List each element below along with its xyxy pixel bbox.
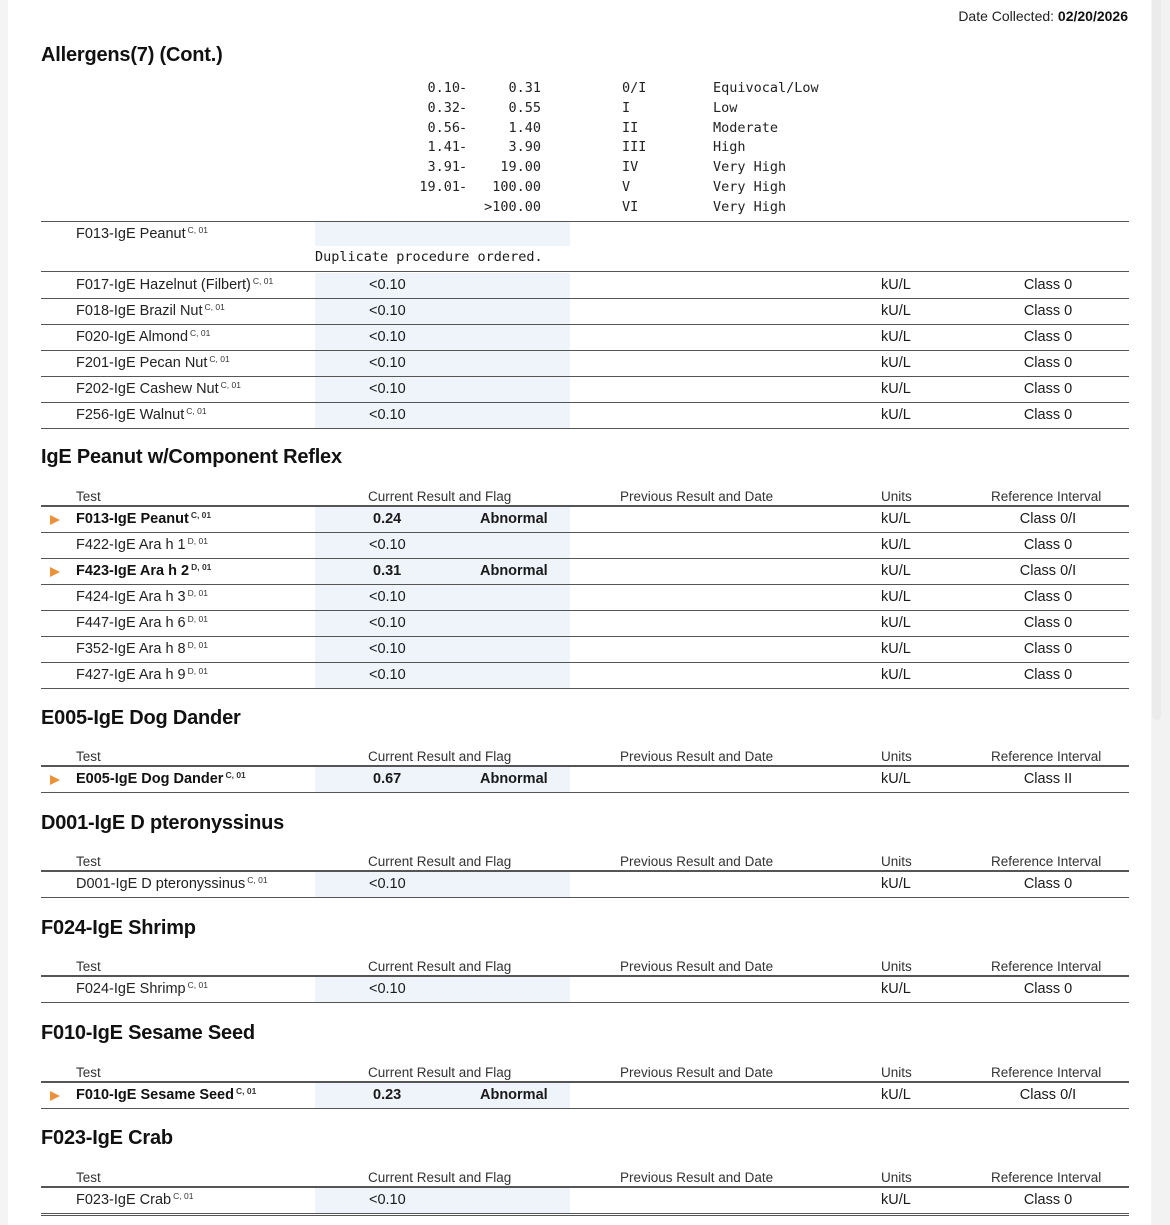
test-label: F010-IgE Sesame Seed: [76, 1087, 234, 1103]
legend-desc: Low: [713, 99, 738, 116]
section-title-crab: F023-IgE Crab: [41, 1127, 173, 1149]
result-value: 0.24: [373, 511, 402, 527]
reference-interval: Class 0: [1023, 641, 1073, 657]
table-row: [41, 377, 1129, 403]
test-label: F020-IgE Almond: [76, 329, 189, 345]
column-header-units: Units: [881, 1170, 912, 1185]
date-collected: [958, 8, 1128, 24]
reference-interval: Class 0: [1023, 667, 1073, 683]
legend-row: [41, 159, 1129, 179]
column-header-reference: Reference Interval: [991, 489, 1102, 504]
result-value: <0.10: [369, 589, 406, 605]
legend-high: 0.55: [508, 99, 541, 116]
result-flag: Abnormal: [480, 511, 548, 527]
reference-interval: Class 0: [1023, 355, 1073, 371]
legend-desc: Very High: [713, 178, 787, 195]
test-label: F422-IgE Ara h 1: [76, 537, 186, 553]
legend-class: IV: [622, 159, 639, 176]
column-header-units: Units: [881, 854, 912, 869]
date-collected-value: 02/20/2026: [1057, 8, 1128, 24]
test-footnote: C, 01: [190, 328, 211, 338]
column-header-previous: Previous Result and Date: [620, 489, 774, 504]
legend-dash: -: [459, 139, 468, 156]
legend-row: [41, 80, 1129, 100]
table-header: [41, 848, 1129, 872]
legend-class: II: [622, 119, 639, 136]
result-column-bg: [315, 977, 570, 1002]
test-footnote: C, 01: [186, 406, 207, 416]
section-title-peanut-reflex: IgE Peanut w/Component Reflex: [41, 446, 342, 468]
test-footnote: C, 01: [190, 510, 212, 520]
legend-low: 0.56: [427, 119, 460, 136]
table-header: [41, 1164, 1129, 1188]
table-row: [41, 299, 1129, 325]
legend-high: 19.00: [500, 159, 541, 176]
table-row: [41, 637, 1129, 663]
result-flag: Abnormal: [480, 563, 548, 579]
table-row: [41, 533, 1129, 559]
test-footnote: C, 01: [209, 354, 230, 364]
crab-table: [41, 1164, 1129, 1216]
test-name: [76, 511, 211, 527]
column-header-current: Current Result and Flag: [368, 854, 512, 869]
result-column-bg: [315, 377, 570, 402]
table-row: [41, 273, 1129, 299]
test-name: [76, 381, 241, 397]
legend-low: 3.91: [427, 159, 460, 176]
table-row: [41, 977, 1129, 1003]
legend-class: III: [622, 139, 647, 156]
reference-interval: Class 0: [1023, 277, 1073, 293]
column-header-test: Test: [76, 749, 101, 764]
legend-low: 0.10: [427, 80, 460, 96]
reference-interval: Class 0: [1023, 381, 1073, 397]
test-footnote: C, 01: [173, 1191, 194, 1201]
result-column-bg: [315, 611, 570, 636]
column-header-test: Test: [76, 959, 101, 974]
units: kU/L: [881, 277, 911, 293]
test-footnote: C, 01: [220, 380, 241, 390]
column-header-reference: Reference Interval: [991, 1065, 1102, 1080]
allergens-results: [41, 273, 1129, 429]
legend-dash: -: [459, 159, 468, 176]
table-row: [41, 663, 1129, 689]
result-value: <0.10: [369, 641, 406, 657]
units: kU/L: [881, 563, 911, 579]
column-header-reference: Reference Interval: [991, 749, 1102, 764]
column-header-current: Current Result and Flag: [368, 1170, 512, 1185]
test-name: [76, 563, 211, 579]
units: kU/L: [881, 537, 911, 553]
result-value: <0.10: [369, 667, 406, 683]
table-row: [41, 1083, 1129, 1109]
result-column-bg: [315, 1188, 570, 1213]
legend-row: [41, 139, 1129, 159]
test-label: F447-IgE Ara h 6: [76, 615, 186, 631]
test-label: F427-IgE Ara h 9: [76, 667, 186, 683]
legend-high: 100.00: [492, 178, 541, 195]
result-column-bg: [315, 637, 570, 662]
test-footnote: C, 01: [235, 1086, 257, 1096]
result-value: <0.10: [369, 876, 406, 892]
units: kU/L: [881, 876, 911, 892]
result-column-bg: [315, 872, 570, 897]
test-name: [76, 589, 208, 605]
result-value: 0.23: [373, 1087, 402, 1103]
column-header-test: Test: [76, 854, 101, 869]
column-header-test: Test: [76, 489, 101, 504]
legend-desc: Equivocal/Low: [713, 80, 819, 96]
column-header-previous: Previous Result and Date: [620, 959, 774, 974]
result-column-bg: [315, 299, 570, 324]
test-name: [76, 303, 225, 319]
legend-high: >100.00: [484, 198, 541, 215]
test-name: [76, 615, 208, 631]
column-header-reference: Reference Interval: [991, 1170, 1102, 1185]
peanut-reflex-table: [41, 483, 1129, 689]
result-value: 0.67: [373, 771, 402, 787]
units: kU/L: [881, 355, 911, 371]
legend-dash: -: [459, 178, 468, 195]
table-row: [41, 1188, 1129, 1216]
date-collected-label: Date Collected:: [958, 8, 1055, 24]
test-footnote: C, 01: [204, 302, 225, 312]
dog-dander-table: [41, 743, 1129, 793]
result-column-bg: [315, 351, 570, 376]
legend-dash: -: [459, 80, 468, 96]
dust-mite-table: [41, 848, 1129, 898]
legend-high: 0.31: [508, 80, 541, 96]
table-row: [41, 403, 1129, 429]
result-value: <0.10: [369, 407, 406, 423]
table-row: [41, 559, 1129, 585]
result-value: <0.10: [369, 303, 406, 319]
test-label: F024-IgE Shrimp: [76, 981, 186, 997]
reference-interval: Class II: [1023, 771, 1073, 787]
units: kU/L: [881, 667, 911, 683]
legend-row: [41, 100, 1129, 120]
legend-desc: Moderate: [713, 119, 779, 136]
units: kU/L: [881, 381, 911, 397]
table-row: [41, 351, 1129, 377]
legend-low: 19.01: [419, 178, 460, 195]
units: kU/L: [881, 641, 911, 657]
table-row: [41, 611, 1129, 637]
units: kU/L: [881, 303, 911, 319]
column-header-units: Units: [881, 489, 912, 504]
column-header-previous: Previous Result and Date: [620, 854, 774, 869]
legend-low: 1.41: [427, 139, 460, 156]
abnormal-flag-arrow-icon: [50, 515, 60, 525]
test-label: F017-IgE Hazelnut (Filbert): [76, 277, 251, 293]
table-header: [41, 953, 1129, 977]
test-name: [76, 329, 210, 345]
column-header-current: Current Result and Flag: [368, 749, 512, 764]
column-header-reference: Reference Interval: [991, 959, 1102, 974]
test-name: [76, 407, 207, 423]
table-row: [41, 222, 1129, 246]
result-value: <0.10: [369, 277, 406, 293]
duplicate-note: Duplicate procedure ordered.: [41, 246, 1129, 272]
units: kU/L: [881, 329, 911, 345]
reference-interval: Class 0: [1023, 876, 1073, 892]
result-value: 0.31: [373, 563, 402, 579]
abnormal-flag-arrow-icon: [50, 1091, 60, 1101]
scrollbar-thumb[interactable]: [1152, 0, 1161, 720]
shrimp-table: [41, 953, 1129, 1003]
column-header-units: Units: [881, 1065, 912, 1080]
table-header: [41, 743, 1129, 767]
section-title-sesame: F010-IgE Sesame Seed: [41, 1022, 255, 1044]
units: kU/L: [881, 1087, 911, 1103]
legend-desc: High: [713, 139, 746, 156]
abnormal-flag-arrow-icon: [50, 775, 60, 785]
column-header-previous: Previous Result and Date: [620, 749, 774, 764]
section-title-shrimp: F024-IgE Shrimp: [41, 917, 196, 939]
test-footnote: D, 01: [187, 614, 208, 624]
abnormal-flag-arrow-icon: [50, 567, 60, 577]
result-column-bg: [315, 585, 570, 610]
units: kU/L: [881, 511, 911, 527]
test-footnote: D, 01: [187, 588, 208, 598]
test-name: [76, 981, 208, 997]
reference-interval: Class 0: [1023, 615, 1073, 631]
test-footnote: D, 01: [187, 666, 208, 676]
table-row: [41, 872, 1129, 898]
result-column-bg: [315, 663, 570, 688]
test-name: [76, 277, 273, 293]
section-title-dust-mite: D001-IgE D pteronyssinus: [41, 812, 285, 834]
test-name: [76, 537, 208, 553]
legend-high: 1.40: [508, 119, 541, 136]
test-footnote: D, 01: [191, 562, 212, 572]
units: kU/L: [881, 771, 911, 787]
legend-high: 3.90: [508, 139, 541, 156]
column-header-current: Current Result and Flag: [368, 959, 512, 974]
column-header-current: Current Result and Flag: [368, 489, 512, 504]
section-title-allergens: Allergens(7) (Cont.): [41, 44, 223, 66]
test-name: [76, 667, 208, 683]
result-column-bg: [315, 273, 570, 298]
result-value: <0.10: [369, 537, 406, 553]
test-label: F202-IgE Cashew Nut: [76, 381, 219, 397]
column-header-units: Units: [881, 959, 912, 974]
legend-low: 0.32: [427, 99, 460, 116]
column-header-current: Current Result and Flag: [368, 1065, 512, 1080]
table-row: [41, 767, 1129, 793]
units: kU/L: [881, 407, 911, 423]
table-row: [41, 585, 1129, 611]
units: kU/L: [881, 981, 911, 997]
column-header-reference: Reference Interval: [991, 854, 1102, 869]
test-label: E005-IgE Dog Dander: [76, 771, 224, 787]
column-header-units: Units: [881, 749, 912, 764]
test-name: [76, 771, 246, 787]
legend-row: [41, 179, 1129, 199]
column-header-test: Test: [76, 1065, 101, 1080]
reference-interval: Class 0/I: [1019, 511, 1077, 527]
units: kU/L: [881, 1192, 911, 1208]
test-footnote: C, 01: [247, 875, 268, 885]
column-header-previous: Previous Result and Date: [620, 1170, 774, 1185]
legend-row: [41, 120, 1129, 140]
column-header-previous: Previous Result and Date: [620, 1065, 774, 1080]
reference-interval: Class 0: [1023, 303, 1073, 319]
allergens-table: [41, 222, 1129, 246]
legend-class: I: [622, 99, 631, 116]
legend-row: [41, 199, 1129, 219]
test-footnote: C, 01: [225, 770, 246, 780]
result-column-bg: [315, 533, 570, 558]
test-footnote: D, 01: [187, 640, 208, 650]
reference-interval: Class 0: [1023, 589, 1073, 605]
result-value: <0.10: [369, 355, 406, 371]
legend-class: VI: [622, 198, 639, 215]
test-label: F201-IgE Pecan Nut: [76, 355, 208, 371]
reference-interval: Class 0/I: [1019, 1087, 1077, 1103]
table-row: [41, 325, 1129, 351]
test-label: F023-IgE Crab: [76, 1192, 172, 1208]
units: kU/L: [881, 615, 911, 631]
result-column-bg: [315, 403, 570, 428]
test-label: F013-IgE Peanut: [76, 511, 189, 527]
reference-interval: Class 0: [1023, 329, 1073, 345]
legend-desc: Very High: [713, 159, 787, 176]
test-name: [76, 641, 208, 657]
column-header-test: Test: [76, 1170, 101, 1185]
test-footnote: D, 01: [187, 536, 208, 546]
test-footnote: C, 01: [252, 276, 274, 286]
test-name: [76, 1192, 193, 1208]
legend-dash: -: [459, 99, 468, 116]
legend-dash: -: [459, 119, 468, 136]
legend-class: 0/I: [622, 80, 647, 96]
table-row: [41, 507, 1129, 533]
reference-interval: Class 0: [1023, 981, 1073, 997]
sesame-table: [41, 1059, 1129, 1109]
units: kU/L: [881, 589, 911, 605]
result-value: <0.10: [369, 381, 406, 397]
reference-interval: Class 0: [1023, 1192, 1073, 1208]
test-footnote: C, 01: [187, 980, 208, 990]
legend-desc: Very High: [713, 198, 787, 215]
section-title-dog-dander: E005-IgE Dog Dander: [41, 707, 241, 729]
result-value: <0.10: [369, 329, 406, 345]
test-label: F423-IgE Ara h 2: [76, 563, 190, 579]
test-label: F018-IgE Brazil Nut: [76, 303, 203, 319]
result-value: <0.10: [369, 615, 406, 631]
reference-interval: Class 0: [1023, 537, 1073, 553]
test-label: D001-IgE D pteronyssinus: [76, 876, 246, 892]
test-name: [76, 1087, 256, 1103]
test-name: F013-IgE Peanut $^{C, 01}$: [76, 225, 208, 242]
legend-class: V: [622, 178, 631, 195]
test-name: [76, 876, 268, 892]
test-label: F424-IgE Ara h 3: [76, 589, 186, 605]
result-flag: Abnormal: [480, 771, 548, 787]
result-flag: Abnormal: [480, 1087, 548, 1103]
result-value: <0.10: [369, 981, 406, 997]
reference-interval: Class 0/I: [1019, 563, 1077, 579]
test-name: [76, 355, 230, 371]
test-label: F256-IgE Walnut: [76, 407, 185, 423]
class-legend: [41, 80, 1129, 219]
test-label: F352-IgE Ara h 8: [76, 641, 186, 657]
table-header: [41, 1059, 1129, 1083]
result-value: <0.10: [369, 1192, 406, 1208]
result-column-bg: [315, 325, 570, 350]
reference-interval: Class 0: [1023, 407, 1073, 423]
table-header: [41, 483, 1129, 507]
